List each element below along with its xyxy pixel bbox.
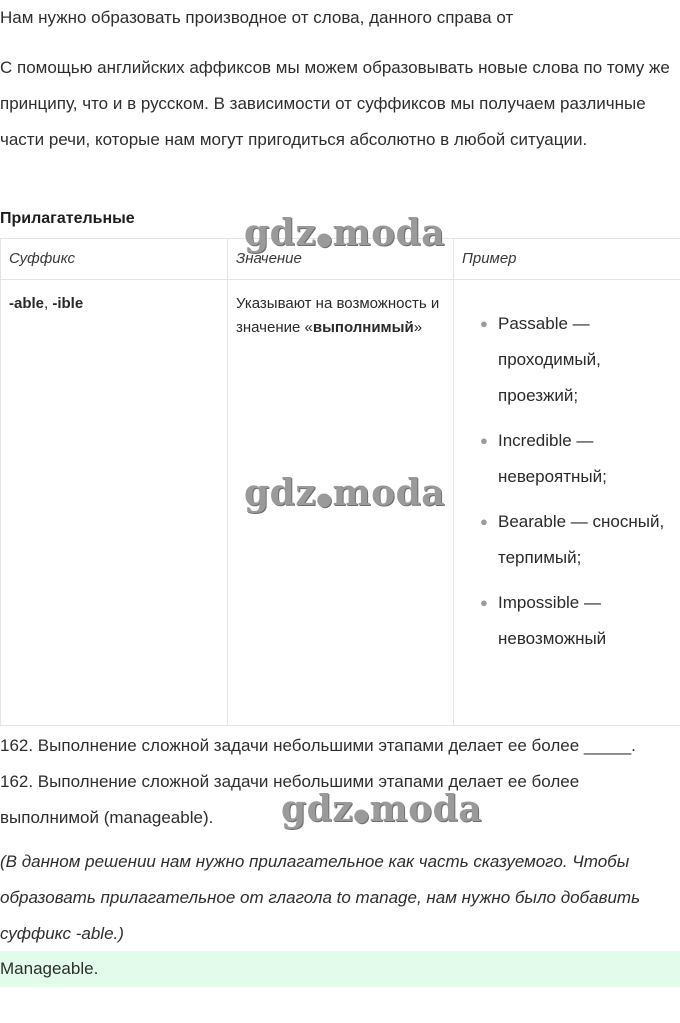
question-text: 162. Выполнение сложной задачи небольшими этапами делает ее более _____. [0,736,636,755]
affixes-paragraph: С помощью английских аффиксов мы можем образовывать новые слова по тому же принципу, что и в русском. В зависимости от суффиксов мы получаем различные части речи, которые нам могут пригодиться абсолютно в любой ситуации. [0,58,670,149]
final-answer-box [0,951,680,987]
list-item: ● Bearable — сносный, терпимый; [462,504,680,576]
meaning-keyword: выполнимый [312,319,414,336]
example-cell [454,280,680,726]
section-title: Прилагательные [0,210,135,227]
bullet-icon: ● [480,433,488,448]
example-list [462,306,680,657]
meaning-text: Указывают на возможность и значение « [236,295,440,336]
bullet-icon: ● [480,316,488,331]
explanation-note: (В данном решении нам нужно прилагательное как часть сказуемого. Чтобы образовать прилагательное от глагола to manage, нам нужно было добавить суффикс -able.) [0,852,641,943]
bullet-icon: ● [480,514,488,529]
final-answer: Manageable. [0,959,99,978]
list-item: ● Incredible — невероятный; [462,423,680,495]
watermark-logo: gdz●moda [244,212,446,254]
suffix-cell [1,280,228,726]
header-meaning: Значение [228,239,454,280]
header-example: Пример [454,239,680,280]
list-item: ● Impossible — невозможный [462,585,680,657]
bullet-icon: ● [480,595,488,610]
meaning-close-quote: » [413,319,423,336]
suffix-separator: , [44,295,53,312]
watermark-logo: gdz●moda [244,472,446,514]
list-item: ● Passable — проходимый, проезжий; [462,306,680,414]
watermark-logo: gdz●moda [281,788,483,830]
suffix-able: -able [9,295,45,312]
answer-text: 162. Выполнение сложной задачи небольшими этапами делает ее более выполнимой (manageable). [0,772,580,827]
suffix-ible: -ible [52,295,84,312]
intro-text: Нам нужно образовать производное от слова, данного справа от [0,8,514,27]
header-suffix: Суффикс [1,239,228,280]
